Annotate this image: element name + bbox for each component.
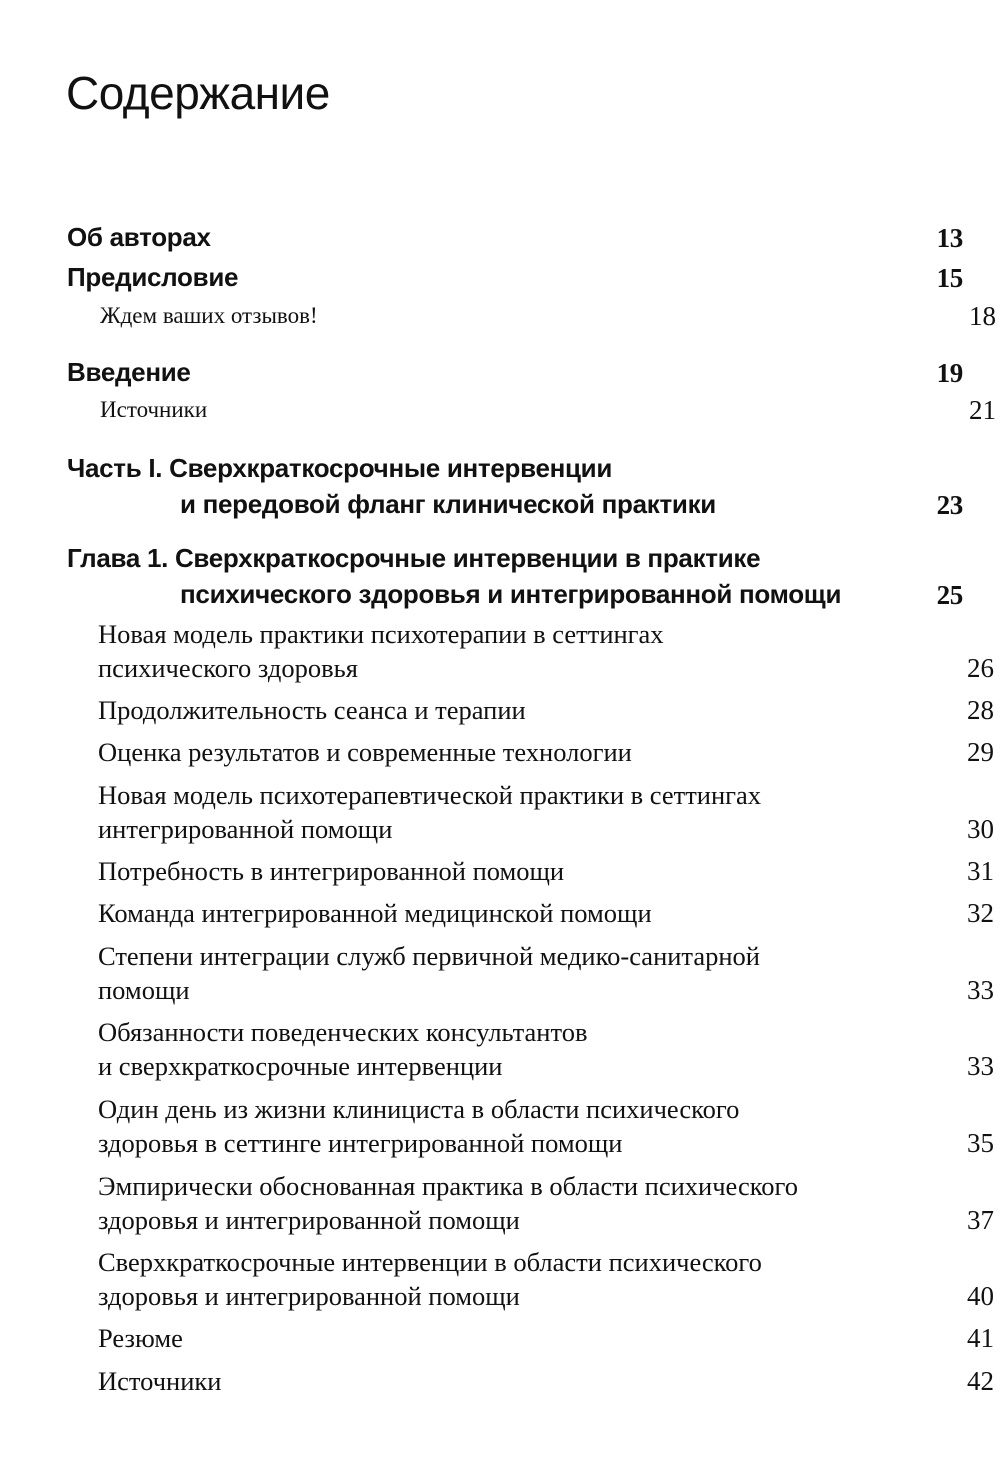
entry-title: Об авторах — [67, 222, 211, 252]
toc-entry[interactable] — [67, 219, 963, 255]
page-title: Содержание — [66, 67, 330, 119]
entry-title: Источники — [100, 397, 208, 422]
page-number: 19 — [936, 358, 963, 388]
toc-entry[interactable] — [67, 1364, 994, 1398]
toc-entry[interactable] — [67, 354, 963, 390]
page-number: 15 — [936, 263, 963, 293]
entry-title-line: Новая модель практики психотерапии в сеттингах — [98, 619, 664, 649]
toc-entry[interactable] — [67, 259, 963, 295]
page-number: 31 — [967, 856, 994, 886]
toc-part-entry[interactable] — [67, 450, 963, 522]
page-number: 32 — [967, 898, 994, 928]
page-number: 40 — [967, 1281, 994, 1311]
page-number: 42 — [967, 1366, 994, 1396]
entry-title-line: здоровья и интегрированной помощи — [98, 1205, 520, 1235]
page-number: 13 — [936, 223, 963, 253]
toc-entry[interactable] — [67, 854, 994, 888]
entry-title-line: интегрированной помощи — [98, 814, 393, 844]
entry-title-line: Эмпирически обоснованная практика в области психического — [98, 1171, 798, 1201]
entry-title-line: Часть I. Сверхкраткосрочные интервенции — [67, 453, 613, 483]
entry-title: Команда интегрированной медицинской помощи — [98, 898, 652, 928]
toc-entry[interactable] — [67, 896, 994, 930]
toc-entry[interactable] — [67, 393, 996, 427]
page-number: 41 — [967, 1323, 994, 1353]
entry-title-line: Глава 1. Сверхкраткосрочные интервенции в практике — [67, 543, 761, 573]
page-number: 18 — [969, 301, 996, 331]
toc-entry[interactable] — [67, 617, 994, 685]
page-number: 29 — [967, 737, 994, 767]
page-number: 30 — [967, 814, 994, 844]
page-number: 28 — [967, 695, 994, 725]
page-number: 37 — [967, 1205, 994, 1235]
toc-entry[interactable] — [67, 1015, 994, 1083]
entry-title: Предисловие — [67, 262, 239, 292]
toc-entry[interactable] — [67, 299, 996, 333]
toc-entry[interactable] — [67, 693, 994, 727]
toc-entry[interactable] — [67, 735, 994, 769]
entry-title: Резюме — [98, 1323, 183, 1353]
entry-title-line: Обязанности поведенческих консультантов — [98, 1017, 588, 1047]
entry-title-line: помощи — [98, 975, 190, 1005]
page-number: 33 — [967, 1051, 994, 1081]
entry-title-line: Сверхкраткосрочные интервенции в области психического — [98, 1247, 762, 1277]
entry-title-line: психического здоровья — [98, 653, 358, 683]
entry-title: Введение — [67, 357, 191, 387]
entry-title-line: здоровья и интегрированной помощи — [98, 1281, 520, 1311]
toc-entry[interactable] — [67, 1245, 994, 1313]
entry-title-line: Новая модель психотерапевтической практики в сеттингах — [98, 780, 762, 810]
entry-title-line: и сверхкраткосрочные интервенции — [98, 1051, 503, 1081]
entry-title: Источники — [98, 1366, 222, 1396]
entry-title-line: и передовой фланг клинической практики — [180, 489, 716, 519]
entry-title-line: психического здоровья и интегрированной помощи — [180, 579, 842, 609]
entry-title-line: Степени интеграции служб первичной медико-санитарной — [98, 941, 760, 971]
entry-title-line: Один день из жизни клинициста в области психического — [98, 1094, 740, 1124]
toc-entry[interactable] — [67, 1092, 994, 1160]
page-number: 21 — [969, 395, 996, 425]
entry-title-line: здоровья в сеттинге интегрированной помощи — [98, 1128, 623, 1158]
page-number: 33 — [967, 975, 994, 1005]
page-number: 25 — [936, 580, 963, 610]
page-number: 26 — [967, 653, 994, 683]
entry-title: Ждем ваших отзывов! — [100, 303, 318, 328]
entry-title: Потребность в интегрированной помощи — [98, 856, 565, 886]
toc-entry[interactable] — [67, 939, 994, 1007]
page-number: 35 — [967, 1128, 994, 1158]
toc-chapter-entry[interactable] — [67, 540, 963, 612]
page-number: 23 — [936, 490, 963, 520]
toc-entry[interactable] — [67, 1169, 994, 1237]
entry-title: Продолжительность сеанса и терапии — [98, 695, 526, 725]
toc-entry[interactable] — [67, 778, 994, 846]
toc-entry[interactable] — [67, 1321, 994, 1355]
entry-title: Оценка результатов и современные технологии — [98, 737, 632, 767]
